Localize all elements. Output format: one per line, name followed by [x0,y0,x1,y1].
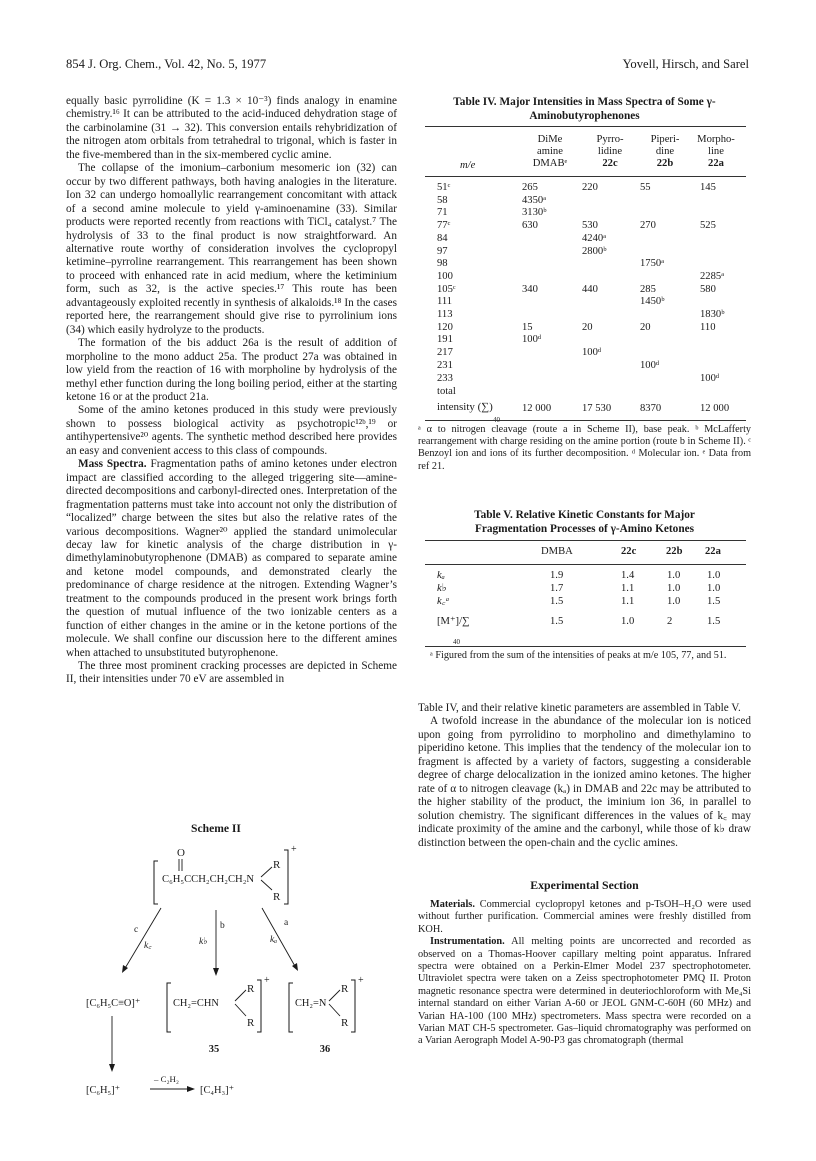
instrumentation-heading: Instrumentation. [430,936,505,948]
table4-caption [418,96,751,123]
table5-header-rule [425,564,746,565]
ion36-bond-upper [329,990,340,1001]
t4-me-cell: 233 [437,372,453,384]
t5-value-cell: 1.7 [550,583,564,594]
parent-right-bracket [284,850,288,904]
ion36-right-bracket [351,980,355,1032]
r-group-upper: R [273,859,281,871]
arrow-c-head [122,965,128,973]
ion35-bond-upper [235,990,246,1001]
t4-header-me: m/e [460,160,476,171]
arrow-a-head [292,963,298,971]
t4-me-cell: 191 [437,334,453,346]
table5-footnote [418,650,751,662]
table5-footnote-text: ᵃ Figured from the sum of the intensities of peaks at m/e 105, 77, and 51. [430,650,727,661]
t4-h-line: DiMe [537,134,563,145]
t4-total-col2: 17 530 [582,403,612,414]
phenyl-ion: [C₆H₅]⁺ [86,1085,121,1096]
paragraph: The formation of the bis adduct 26a is the result of addition of morpholine to the mono adduct 25a. The product 27a was obtained in low yield from the reaction of 16 with morpholine by hydrolysis of the methyl ether function during the long boiling period, either at the starting ketone 16 or at the product 21a. [66,337,397,403]
parent-formula: C₆H₅CCH₂CH₂CH₂N [162,874,255,885]
n-r-bond-upper [261,867,272,877]
t4-value-cell: 145 [700,182,716,193]
t4-h-line: 22c [602,158,618,169]
t4-me-cell: 105ᶜ [437,283,456,295]
t4-h-line: line [708,146,724,157]
running-header-left: 854 J. Org. Chem., Vol. 42, No. 5, 1977 [66,57,267,71]
t5-value-cell: 1.0 [667,583,681,594]
t5-sum-lower: 40 [453,638,460,646]
paragraph: equally basic pyrrolidine (K = 1.3 × 10⁻³) finds analogy in enamine chemistry.¹⁶ It can be attributed to the acid-induced dehydration stage of the carbinolamine (31 → 32). This conversion entails rehybridization of the nitrogen atom orbitals from tetrahedral to trigonal, which is faster in the five-membered than in the six-membered cyclic amine. [66,95,397,161]
t4-value-cell: 440 [582,283,598,295]
t5-value-cell: 1.4 [621,570,635,581]
t4-h-line: Piperi- [650,134,680,145]
t4-total-col3: 8370 [640,403,662,414]
t4-total-label: total [437,386,456,397]
t5-value-cell: 1.9 [550,570,564,581]
t4-value-cell: 285 [640,283,656,295]
ion36-r-lower: R [341,1017,349,1029]
t4-value-cell: 340 [522,283,538,295]
route-b-label: b [220,921,225,931]
t5-row-label: k꜀ᵃ [437,596,450,607]
benzoyl-ion: [C₆H₅C≡O]⁺ [86,998,141,1009]
t5-header-22b: 22b [666,546,683,557]
loss-c2h2-label: – C₂H₂ [154,1074,179,1084]
running-header-authors: Yovell, Hirsch, and Sarel [622,57,749,71]
right-column [418,702,751,850]
paragraph: A twofold increase in the abundance of the molecular ion is noticed upon going from pyrrolidino to morpholino and dimethylamino to piperidino ketone. This implies that the tendency of the molecular ion to fragment is affected by a variety of factors, suggesting a considerable degree of charge delocalization in the ionized amino ketones. The higher rate of α to nitrogen cleavage (kₐ) in DMAB and 22c may be attributed to the higher stability of the product, the iminium ion 36, in parallel to solution chemistry. The significant differences in the values of k꜀ may indicate proximity of the amine and the carbonyl, while those of k♭ draw distinction between the open-chain and the cyclic amines. [418,715,751,849]
t4-h-line: 22b [656,158,674,169]
table4-bottom-rule [425,420,746,421]
t5-value-cell: 1.0 [707,583,721,594]
t4-me-cell: 113 [437,309,453,320]
t5-value-cell: 1.1 [621,596,635,607]
instrumentation-text: All melting points are uncorrected and recorded as observed on a Thomas-Hoover capillary melting point apparatus. Infrared spectra were obtained on a Perkin-Elmer Model 237 spectrophotometer. Ultraviolet spectra were taken on a Zeiss spectrophotometer PMQ II. Proton magnetic resonance spectra were determined in deuteriochloroform with Me₄Si internal standard on either Varian A-60 or JEOL GNM-C-60H (60 MHz) and Varian HA-100 (100 MHz) spectrometers. Mass spectra were recorded on a Varian MAT CH-5 spectrometer. Gas–liquid chromatography was performed on a Varian Aerograph Model A-90-P3 gas chromatograph (thermal [418,936,751,1047]
t4-header-col2 [580,134,640,170]
route-c-label: c [134,925,139,935]
t4-value-cell: 100ᵈ [700,372,720,384]
t4-h-line: Morpho- [697,134,735,145]
t4-me-cell: 51ᶜ [437,182,451,193]
t4-value-cell: 110 [700,321,716,333]
t4-h-line: dine [655,146,675,157]
t4-me-cell: 231 [437,359,453,371]
t4-value-cell: 100ᵈ [522,334,542,346]
t4-me-cell: 58 [437,194,448,206]
route-a-rate: kₐ [270,935,277,945]
paragraph: The collapse of the imonium–carbonium mesomeric ion (32) can occur by two different pathways, both having analogies in the literature. Ion 32 can undergo homoallylic rearrangement concomitant with attack of a second amine molecule to yield γ-aminoenamine (33). Similar products were reported recently from reactions with TiCl₄ catalyst.⁷ The hydrolysis of 33 to the final product is now straightforward. An alternative route worthy of consideration involves the cyclopropyl ketimine–pyrroline rearrangement. This rearrangement has been shown to proceed with enhanced rate in acid medium, where the ketiminium form, such as 32, is the active species.¹⁷ This route has been advantageously exploited recently in synthesis of alkaloids.¹⁸ In the cases reported here, the rearrangement should give rise to pyrrolinium ions (34) which easily hydrolyze to the products. [66,162,397,336]
t5-value-cell: 1.5 [550,616,564,627]
t4-sum-lower: 40 [493,416,500,424]
n-r-bond-lower [261,880,272,890]
arrow-a [262,908,296,968]
t4-value-cell: 1450ᵇ [640,296,665,308]
route-a-label: a [284,918,289,928]
t4-me-cell: 120 [437,321,453,333]
t5-value-cell: 2 [667,616,673,627]
t4-h-line: amine [537,146,563,157]
t4-me-cell: 71 [437,207,448,219]
t4-total-col4: 12 000 [700,403,730,414]
t4-me-cell: 100 [437,270,453,282]
scheme-ii [66,820,397,1120]
t4-value-cell: 1750ᵃ [640,258,665,270]
mass-spectra-paragraph [66,458,397,660]
mass-spectra-heading: Mass Spectra. [78,458,147,471]
arrow-c [124,908,161,970]
t4-value-cell: 3130ᵇ [522,207,547,219]
t5-value-cell: 1.5 [707,596,721,607]
t4-h-line: Pyrro- [596,134,624,145]
t4-value-cell: 1830ᵇ [700,309,725,320]
t4-value-cell: 525 [700,220,716,232]
scheme-svg [66,820,397,1120]
t5-row-label: [M⁺]/∑ [437,616,470,627]
t4-value-cell: 4240ᵃ [582,232,607,244]
t4-me-cell: 98 [437,258,448,270]
t4-value-cell: 220 [582,182,598,193]
t4-total-col1: 12 000 [522,403,552,414]
t4-value-cell: 55 [640,182,651,193]
materials-text: Commercial cyclopropyl ketones and p-TsOH–H₂O were used without further purification. Commercial amines were freshly distilled from KOH. [418,899,751,935]
t5-value-cell: 1.5 [707,616,721,627]
t5-row-label: k♭ [437,583,447,594]
parent-left-bracket [154,861,158,904]
t5-value-cell: 1.0 [621,616,635,627]
ion35-bond-lower [235,1004,246,1016]
t4-value-cell: 20 [582,321,593,333]
ion36-label: 36 [319,1044,331,1055]
t4-me-cell: 84 [437,232,448,244]
table4-caption-line: Table IV. Major Intensities in Mass Spectra of Some γ- [453,96,716,108]
left-column [66,95,397,687]
radical-cation-sign: + [291,844,297,855]
t4-value-cell: 100ᵈ [582,347,602,359]
table4-header-rule [425,176,746,177]
ion36-bond-lower [329,1004,340,1016]
table4-caption-line: Aminobutyrophenones [529,109,640,122]
t4-header-col1 [520,134,580,170]
ion35-r-lower: R [247,1017,255,1029]
ion35-formula: CH₂=CHN [173,998,219,1009]
table5-caption-line: Table V. Relative Kinetic Constants for Major [474,509,695,521]
route-c-rate: k꜀ [144,941,152,951]
table5-bottom-rule [425,646,746,647]
t4-h-line: 22a [708,158,724,169]
materials-heading: Materials. [430,899,475,910]
ion36-charge: + [358,975,364,986]
t5-header-22a: 22a [705,546,721,557]
table5-caption [418,509,751,536]
t4-value-cell: 15 [522,321,533,333]
t4-me-cell: 111 [437,296,453,308]
r-group-lower: R [273,891,281,903]
route-b-rate: k♭ [199,937,208,947]
paragraph: The three most prominent cracking processes are depicted in Scheme II, their intensities under 70 eV are assembled in [66,660,397,686]
instrumentation-paragraph [418,936,751,1048]
table4-footnote [418,424,751,473]
t4-h-line: DMABᵉ [532,158,568,169]
t4-h-line: lidine [597,146,623,157]
t4-value-cell: 530 [582,220,598,232]
t5-value-cell: 1.5 [550,596,564,607]
arrow-b-head [213,968,219,976]
ion35-left-bracket [167,983,171,1032]
materials-paragraph [418,899,751,936]
t5-header-22c: 22c [621,546,637,557]
t5-value-cell: 1.0 [707,570,721,581]
ion35-right-bracket [257,980,261,1032]
t4-me-cell: 77ᶜ [437,220,451,232]
table4-top-rule [425,126,746,127]
t4-value-cell: 20 [640,321,651,333]
t5-value-cell: 1.0 [667,570,681,581]
mass-spectra-text: Fragmentation paths of amino ketones under electron impact are classified according to the alleged triggering site—amine-directed decompositions and carbonyl-directed ones. Interpretation of the fragmentation patterns must take into account not only the distribution of “localized” charge between the sites but also the relative rates of the various decompositions. Wagner²⁰ applied the standard unimolecular decay law for kinetic analysis of the charge distribution in γ-dimethylaminobutyrophenone (DMAB) as compared to separate amine and ketone model compounds, and demonstrated clearly the predominance of charge residence at the nitrogen. Extending Wagner’s treatment to the compounds produced in the present work brings forth the question of mutual influence of the two ionizable centers as a function of either changes in the amine or in the ketone portions of the molecule. We shall confine our discussion here to the different amines when attached to unsubstituted butyrophenone. [66,458,397,659]
ion36-formula: CH₂=N [295,998,327,1009]
t5-value-cell: 1.1 [621,583,635,594]
t5-row-label: kₐ [437,570,445,581]
t4-value-cell: 265 [522,182,538,193]
t5-value-cell: 1.0 [667,596,681,607]
arrow-benzoyl-down-head [109,1064,115,1072]
paragraph: Table IV, and their relative kinetic parameters are assembled in Table V. [418,702,741,714]
scheme-title: Scheme II [191,822,241,835]
t5-header-dmba: DMBA [541,546,573,557]
t4-value-cell: 4350ᵃ [522,194,547,206]
t4-me-cell: 97 [437,245,448,257]
ion36-left-bracket [289,983,293,1032]
t4-value-cell: 580 [700,283,716,295]
t4-value-cell: 630 [522,220,538,232]
t4-me-cell: 217 [437,347,453,359]
t4-value-cell: 100ᵈ [640,359,660,371]
t4-value-cell: 2285ᵃ [700,270,725,282]
t4-intensity-label: intensity (∑) [437,401,493,413]
t4-value-cell: 270 [640,220,656,232]
table5-caption-line: Fragmentation Processes of γ-Amino Ketones [474,522,695,535]
paragraph: Some of the amino ketones produced in this study were previously shown to possess biological activity as psychotropic¹²ᵇ,¹⁹ or antihypertensive²⁰ agents. The synthetic method described here provides an easy and convenient access to this class of compounds. [66,404,397,457]
ion35-charge: + [264,975,270,986]
experimental-section-title: Experimental Section [530,878,639,892]
arrow-loss-head [187,1086,195,1092]
oxygen-atom: O [177,847,185,859]
table5-top-rule [425,540,746,541]
c4h3-ion: [C₄H₃]⁺ [200,1085,235,1096]
t4-header-col4 [686,134,746,170]
ion35-label: 35 [208,1044,220,1055]
ion35-r-upper: R [247,983,255,995]
experimental-text [418,899,751,1048]
t4-value-cell: 2800ᵇ [582,245,607,257]
table4-footnote-text: ᵃ α to nitrogen cleavage (route a in Scheme II), base peak. ᵇ McLafferty rearrangement with charge residing on the amine portion (route b in Scheme II). ᶜ Benzoyl ion and ions of its further decomposition. ᵈ Molecular ion. ᵉ Data from ref 21. [418,424,751,472]
ion36-r-upper: R [341,983,349,995]
